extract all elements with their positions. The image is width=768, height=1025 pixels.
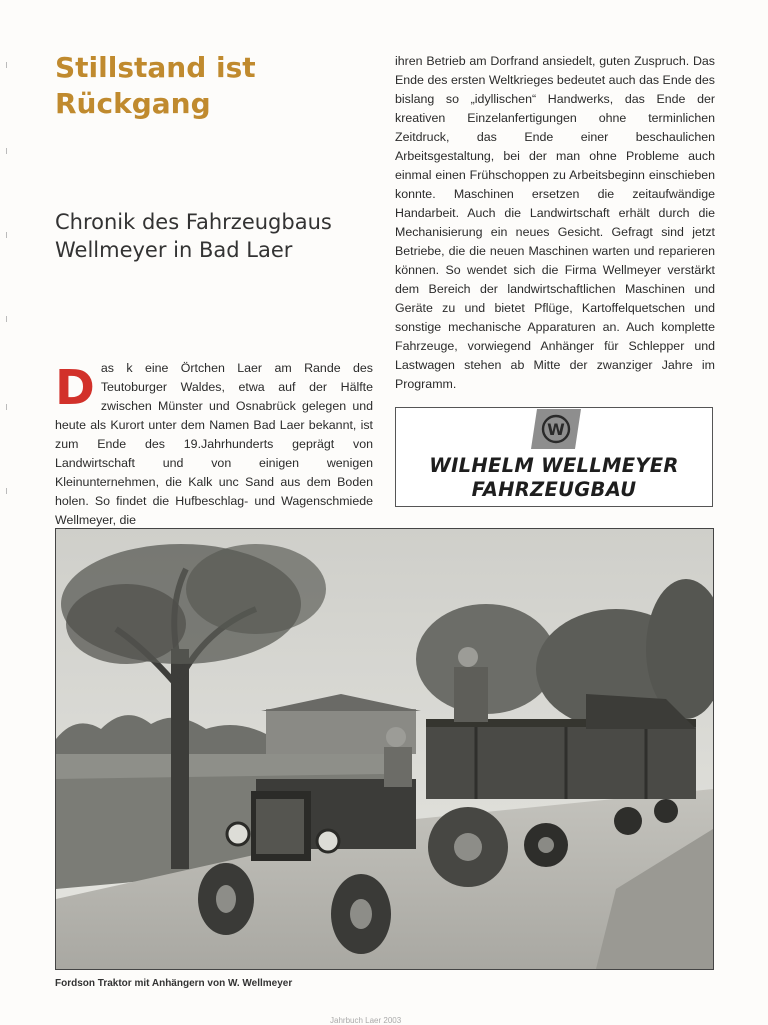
tractor-photo-illustration bbox=[56, 529, 713, 969]
margin-mark bbox=[6, 62, 7, 68]
margin-mark bbox=[6, 316, 7, 322]
right-column-paragraph: ihren Betrieb am Dorfrand ansiedelt, guten Zuspruch. Das Ende des ersten Weltkrieges bedeutet auch das Ende des bislang so „idyllischen“ Handwerks, das Ende der kreativen Einzelanfertigungen ohne terminlichen Zeitdruck, das Ende einer beschaulichen Arbeitsgestaltung, bei der man ohne Probleme auch einmal einen Frühschoppen zu Arbeitsbeginn einschieben konnte. Maschinen ersetzen die zeitaufwändige Handarbeit. Auch die Landwirtschaft erhält durch die Mechanisierung ein neues Gesicht. Gefragt sind jetzt Betriebe, die die neuen Maschinen warten und reparieren können. So wendet sich die Firma Wellmeyer verstärkt dem Bereich der landwirtschaftlichen Maschinen und Geräte zu und bietet Pflüge, Kartoffelquetschen und sonstige mechanische Apparaturen an. Auch komplette Fahrzeuge, vorwiegend Anhänger für Schlepper und Lastwagen stehen ab Mitte der zwanziger Jahre im Programm. bbox=[395, 54, 715, 391]
intro-column bbox=[55, 359, 373, 530]
company-logo bbox=[395, 407, 713, 507]
intro-text: as k eine Örtchen Laer am Rande des Teutoburger Waldes, etwa auf der Hälfte zwischen Münster und Osnabrück gelegen und heute als Kurort unter dem Namen Bad Laer bekannt, ist zum Ende des 19.Jahrhunderts geprägt von Landwirtschaft und von einigen wenigen Kleinunternehmen, die Kalk unc Sand aus dem Boden holen. So findet die Hufbeschlag- und Wagenschmiede Wellmeyer, die bbox=[55, 361, 373, 527]
logo-company-type: FAHRZEUGBAU bbox=[471, 478, 637, 501]
drop-cap: D bbox=[55, 360, 95, 416]
margin-mark bbox=[6, 148, 7, 154]
right-column bbox=[395, 52, 715, 394]
intro-paragraph bbox=[55, 359, 373, 530]
photo-caption: Fordson Traktor mit Anhängern von W. Wellmeyer bbox=[55, 978, 293, 989]
emblem-letter: W bbox=[547, 420, 565, 439]
page-footer: Jahrbuch Laer 2003 bbox=[330, 1016, 402, 1025]
margin-mark bbox=[6, 232, 7, 238]
wellmeyer-emblem-icon bbox=[531, 409, 581, 449]
historic-tractor-photo bbox=[55, 528, 714, 970]
article-title: Stillstand ist Rückgang bbox=[55, 51, 256, 120]
article-subtitle: Chronik des Fahrzeugbaus Wellmeyer in Bad Laer bbox=[55, 210, 332, 262]
margin-mark bbox=[6, 488, 7, 494]
logo-company-name: WILHELM WELLMEYER bbox=[429, 454, 679, 477]
margin-mark bbox=[6, 404, 7, 410]
